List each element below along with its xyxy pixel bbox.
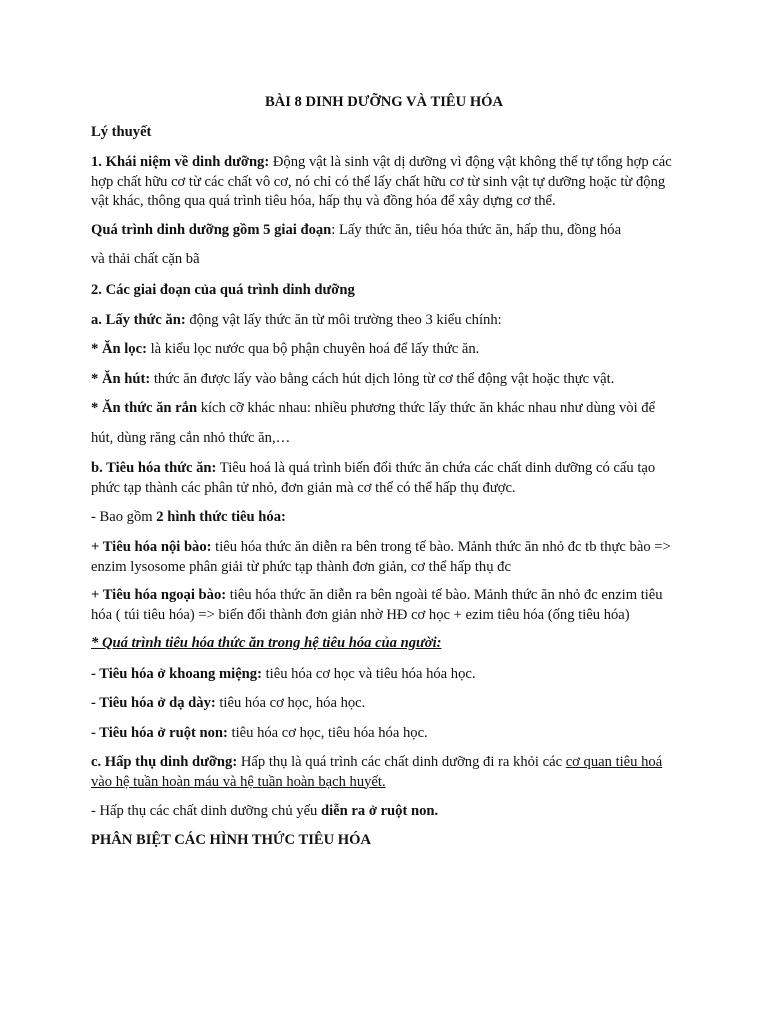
paragraph-absorption-location: - Hấp thụ các chất dinh dưỡng chủ yếu diễn ra ở ruột non.	[91, 803, 439, 819]
paragraph-nutrition-process: Quá trình dinh dưỡng gồm 5 giai đoạn: Lấy thức ăn, tiêu hóa thức ăn, hấp thu, đồng hóa	[91, 222, 622, 238]
paragraph-nutrition-process-cont: và thải chất cặn bã	[91, 251, 200, 267]
paragraph-get-food: a. Lấy thức ăn: động vật lấy thức ăn từ môi trường theo 3 kiểu chính:	[91, 312, 502, 328]
list-item-stomach: - Tiêu hóa ở dạ dày: tiêu hóa cơ học, hóa học.	[91, 695, 366, 711]
document-title: BÀI 8 DINH DƯỠNG VÀ TIÊU HÓA	[264, 94, 504, 110]
list-item-an-loc: * Ăn lọc: là kiểu lọc nước qua bộ phận chuyên hoá để lấy thức ăn.	[91, 341, 480, 357]
paragraph-extracellular: + Tiêu hóa ngoại bào: tiêu hóa thức ăn diễn ra bên ngoài tế bào. Mảnh thức ăn nhỏ đc enzim tiêu hóa ( túi tiêu hóa) => biến đổi thành đơn giản nhờ HĐ cơ học + ezim tiêu hóa (ống tiêu hóa)	[91, 587, 663, 623]
list-item-mouth: - Tiêu hóa ở khoang miệng: tiêu hóa cơ học và tiêu hóa hóa học.	[91, 666, 476, 682]
list-item-an-ran-cont: hút, dùng răng cắn nhỏ thức ăn,…	[91, 430, 291, 446]
list-item-an-hut: * Ăn hút: thức ăn được lấy vào bằng cách hút dịch lỏng từ cơ thể động vật hoặc thực vật.	[91, 371, 615, 387]
paragraph-digestion: b. Tiêu hóa thức ăn: Tiêu hoá là quá trình biến đổi thức ăn chứa các chất dinh dưỡng có cấu tạo phức tạp thành các phân tử nhỏ, đơn giản mà cơ thể có thể hấp thụ được.	[91, 460, 656, 496]
distinguish-heading: PHÂN BIỆT CÁC HÌNH THỨC TIÊU HÓA	[91, 832, 372, 848]
paragraph-intracellular: + Tiêu hóa nội bào: tiêu hóa thức ăn diễn ra bên trong tế bào. Mảnh thức ăn nhỏ đc tb thực bào => enzim lysosome phân giải từ phức tạp thành đơn giản, cơ thể hấp thụ đc	[91, 539, 671, 575]
paragraph-nutrition-concept: 1. Khái niệm về dinh dưỡng: Động vật là sinh vật dị dưỡng vì động vật không thể tự tổng hợp các hợp chất hữu cơ từ các chất vô cơ, nó chỉ có thể lấy chất hữu cơ từ sinh vật tự dưỡng hoặc từ động vật khác, thông qua quá trình tiêu hóa, hấp thụ và đồng hóa để xây dựng cơ thể.	[91, 154, 672, 209]
paragraph-absorption: c. Hấp thụ dinh dưỡng: Hấp thụ là quá trình các chất dinh dưỡng đi ra khỏi các cơ quan tiêu hoá vào hệ tuần hoàn máu và hệ tuần hoàn bạch huyết.	[91, 754, 663, 790]
human-digestion-heading: * Quá trình tiêu hóa thức ăn trong hệ tiêu hóa của người:	[91, 635, 442, 651]
paragraph-includes: - Bao gồm 2 hình thức tiêu hóa:	[91, 509, 286, 525]
list-item-an-ran: * Ăn thức ăn rắn kích cỡ khác nhau: nhiều phương thức lấy thức ăn khác nhau như dùng vòi để	[91, 400, 656, 416]
list-item-small-intestine: - Tiêu hóa ở ruột non: tiêu hóa cơ học, tiêu hóa hóa học.	[91, 725, 428, 741]
section-2-heading: 2. Các giai đoạn của quá trình dinh dưỡng	[91, 282, 355, 298]
section-theory-heading: Lý thuyết	[91, 124, 152, 140]
